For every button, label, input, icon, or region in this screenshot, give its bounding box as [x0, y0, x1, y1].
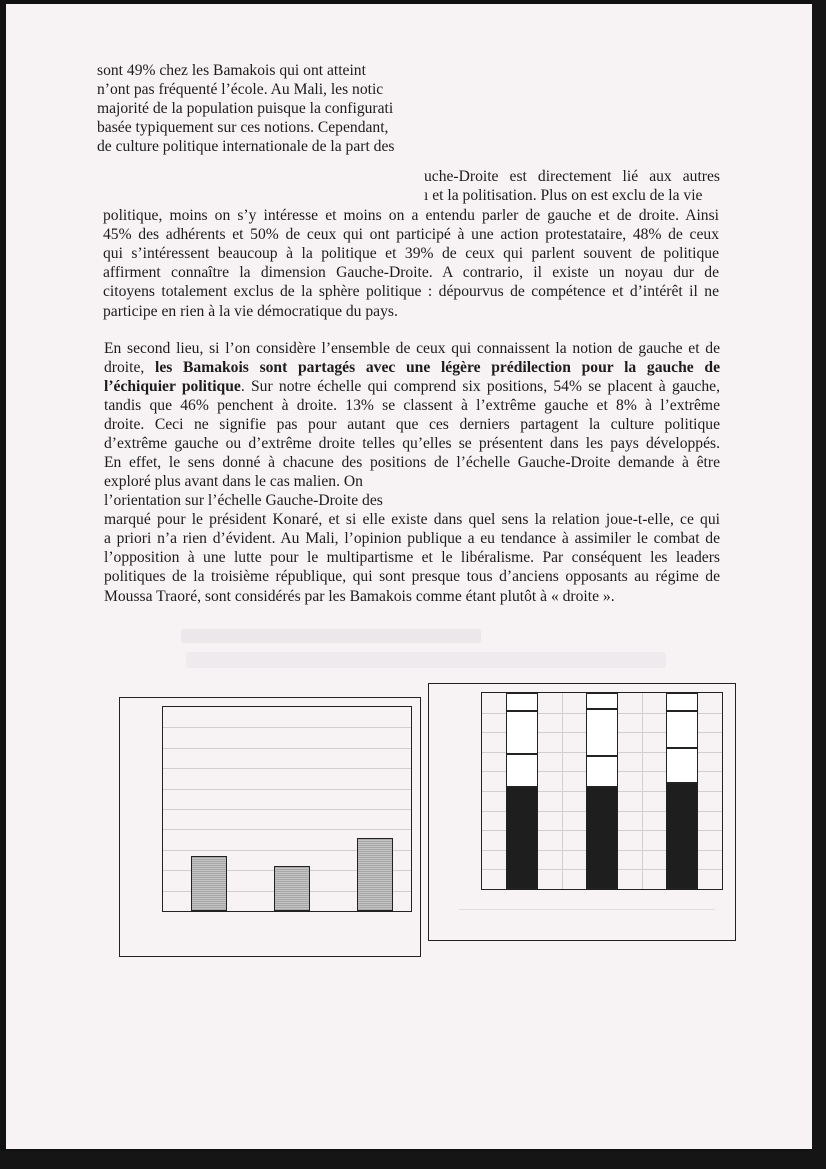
- scanned-page: [6, 4, 812, 1149]
- show-through-smudge: [186, 652, 666, 668]
- stacked-bar-segment: [506, 754, 538, 787]
- gridline: [562, 693, 563, 889]
- text-line: n’ont pas fréquenté l’école. Au Mali, les notic: [97, 81, 384, 98]
- text-line: En second lieu, si l’on considère l’ensemble de ceux qui connaissent la notion de gauche et de: [104, 340, 720, 357]
- gridline: [163, 789, 411, 790]
- stacked-bar-segment: [506, 693, 538, 711]
- gridline: [163, 829, 411, 830]
- text-line: a priori n’a rien d’évident. Au Mali, l’opinion publique a eu tendance à assimiler le combat de: [104, 530, 720, 547]
- stacked-bar-segment: [586, 709, 618, 756]
- text-line: 45% des adhérents et 50% de ceux qui ont participé à une action protestataire, 48% de ceux: [103, 226, 719, 243]
- text-line: marqué pour le président Konaré, et si elle existe dans quel sens la relation joue-t-elle, ce qui: [104, 511, 720, 528]
- text-line: droite. Ceci ne signifie pas pour autant que ces derniers partagent la culture politique: [104, 416, 720, 433]
- show-through-smudge: [181, 629, 481, 643]
- text-line: affirment connaître la dimension Gauche-Droite. A contrario, il existe un noyau dur de: [103, 264, 719, 281]
- stacked-bar-segment: [666, 748, 698, 783]
- text-line: droite, les Bamakois sont partagés avec une légère prédilection pour la gauche de: [104, 359, 720, 376]
- gridline: [163, 768, 411, 769]
- text-line: citoyens totalement exclus de la sphère politique : dépourvus de compétence et d’intérêt il ne: [103, 283, 719, 300]
- scan-border-right: [812, 0, 826, 1169]
- faint-rule: [459, 909, 715, 910]
- text-line: basée typiquement sur ces notions. Cependant,: [97, 119, 389, 136]
- chart-right-plot-area: [481, 692, 723, 890]
- chart-left-plot-area: [162, 706, 412, 912]
- text-line: En effet, le sens donné à chacune des positions de l’échelle Gauche-Droite demande à être: [104, 454, 720, 471]
- stacked-bar-segment: [666, 711, 698, 748]
- gridline: [642, 693, 643, 889]
- text-line: l’échiquier politique. Sur notre échelle qui comprend six positions, 54% se placent à gauche,: [104, 378, 721, 395]
- stacked-bar-segment: [586, 787, 618, 889]
- gridline: [163, 727, 411, 728]
- emphasis-text: les Bamakois sont partagés avec une légère prédilection pour la gauche de: [154, 359, 720, 376]
- emphasis-text: l’échiquier politique: [104, 378, 241, 395]
- text-line: de culture politique internationale de la part des: [97, 138, 395, 155]
- gridline: [163, 748, 411, 749]
- chart-right: [428, 683, 736, 941]
- text-line: majorité de la population puisque la configurati: [97, 100, 394, 117]
- text-line: l’orientation sur l’échelle Gauche-Droite des: [104, 492, 383, 509]
- text-line: politiques de la troisième république, qui sont presque tous d’anciens opposants au régime de: [104, 568, 720, 585]
- text-line: Moussa Traoré, sont considérés par les Bamakois comme étant plutôt à « droite ».: [104, 588, 615, 605]
- bar: [274, 866, 310, 911]
- stacked-bar-segment: [506, 711, 538, 754]
- text-line: uche-Droite est directement lié aux autres: [424, 168, 720, 185]
- stacked-bar-segment: [666, 783, 698, 889]
- text-line: sont 49% chez les Bamakois qui ont atteint: [97, 62, 366, 79]
- text-line: participe en rien à la vie démocratique du pays.: [103, 303, 398, 320]
- bar: [357, 838, 393, 911]
- stacked-bar-segment: [666, 693, 698, 711]
- stacked-bar-segment: [506, 787, 538, 889]
- stacked-bar-segment: [586, 693, 618, 709]
- text-line: politique, moins on s’y intéresse et moins on a entendu parler de gauche et de droite. Ainsi: [103, 207, 719, 224]
- gridline: [163, 809, 411, 810]
- chart-left: [119, 697, 421, 957]
- text-line: ı et la politisation. Plus on est exclu de la vie: [424, 187, 703, 204]
- text-line: l’opposition à une lutte pour le multipartisme et le libéralisme. Par conséquent les leaders: [104, 549, 720, 566]
- scan-border-bottom: [0, 1151, 826, 1169]
- text-line: tandis que 46% penchent à droite. 13% se classent à l’extrême gauche et 8% à l’extrême: [104, 397, 720, 414]
- bar: [191, 856, 227, 911]
- text-line: qui s’intéressent beaucoup à la politique et 39% de ceux qui parlent souvent de politique: [103, 245, 719, 262]
- text-line: exploré plus avant dans le cas malien. On: [104, 473, 363, 490]
- text-line: d’extrême gauche ou d’extrême droite telles qu’elles se présentent dans les pays développés.: [104, 435, 720, 452]
- stacked-bar-segment: [586, 756, 618, 787]
